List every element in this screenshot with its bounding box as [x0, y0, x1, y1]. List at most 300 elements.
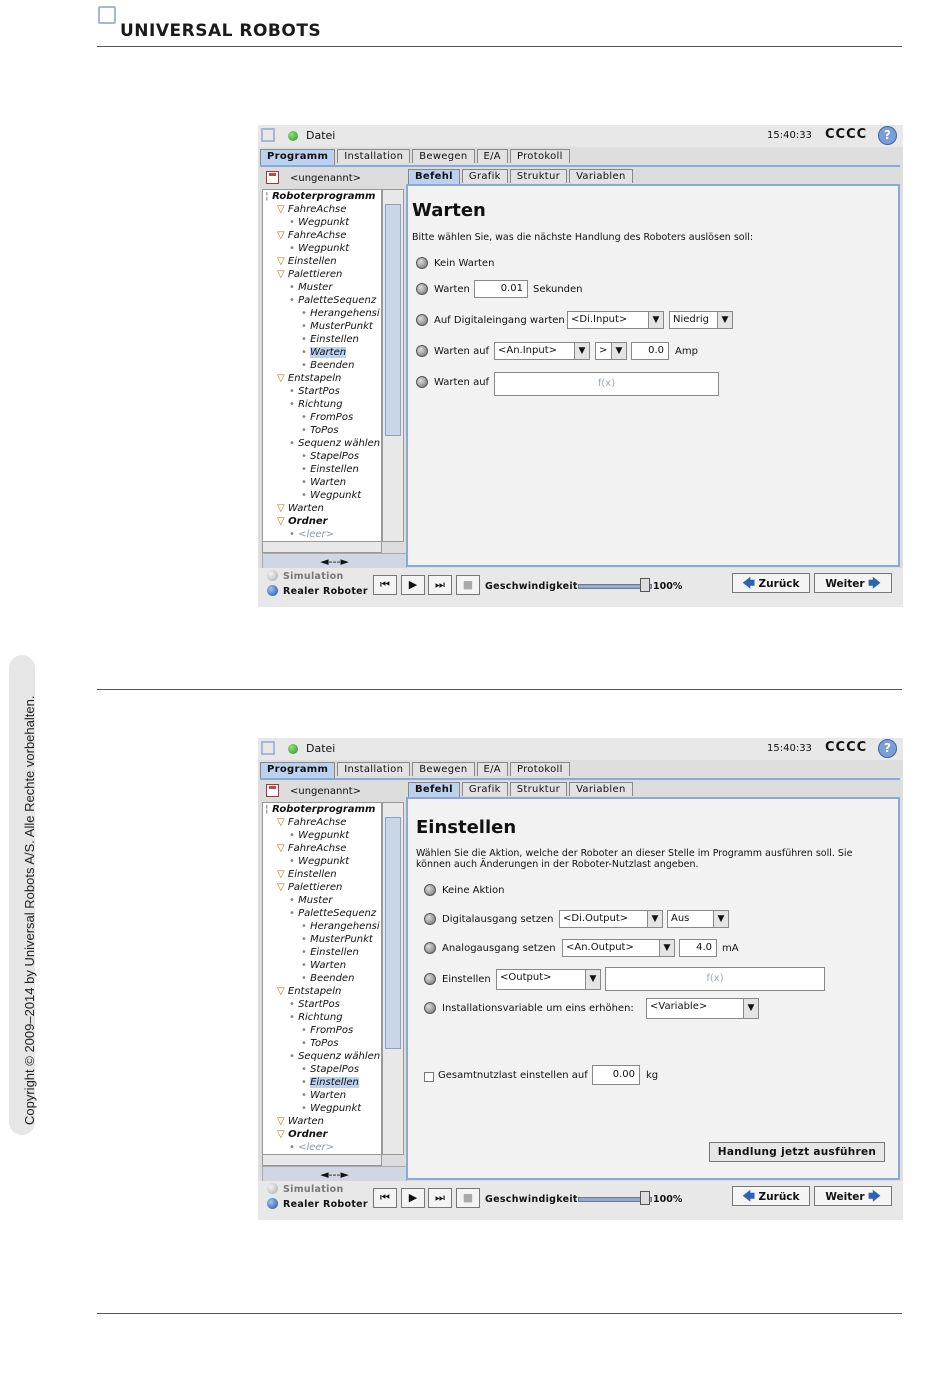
digital-output-select[interactable]: [559, 910, 663, 928]
tree-node-label: <leer>: [298, 1142, 335, 1153]
tree-node-label: Palettieren: [287, 882, 343, 893]
scroll-thumb[interactable]: [385, 817, 401, 1049]
tree-node-icon: •: [289, 399, 299, 410]
tree-node-label: Roboterprogramm: [272, 191, 376, 202]
tree-node-icon: ▽: [277, 204, 288, 215]
simulation-radio[interactable]: [267, 570, 278, 581]
tree-node[interactable]: [289, 217, 349, 229]
tree-node[interactable]: [277, 230, 346, 242]
bottom-bar: [258, 568, 903, 607]
save-icon[interactable]: [266, 171, 279, 184]
radio-analogeingang[interactable]: [416, 345, 428, 357]
move-node-arrows[interactable]: ◄---►: [262, 1166, 407, 1184]
save-icon[interactable]: [266, 784, 279, 797]
tree-node[interactable]: [301, 1103, 361, 1115]
tree-node-label: Muster: [298, 895, 333, 906]
command-panel: [406, 167, 901, 567]
tab-installation[interactable]: Installation: [337, 149, 410, 163]
scroll-thumb[interactable]: [385, 204, 401, 436]
tree-node[interactable]: [301, 451, 359, 463]
tree-node-label: Warten: [287, 503, 324, 514]
tree-node[interactable]: [277, 204, 346, 216]
tree-node-icon: •: [301, 1038, 311, 1049]
tree-node-label: Einstellen: [287, 869, 337, 880]
ur-logo-icon: [261, 741, 275, 755]
tree-node-label: Einstellen: [310, 1077, 359, 1088]
tree-node-label: FahreAchse: [287, 817, 347, 828]
back-label: Zurück: [758, 1191, 800, 1203]
tree-node[interactable]: [277, 817, 346, 829]
tree-node-icon: ▽: [277, 1129, 289, 1140]
tree-node-icon: •: [301, 1025, 311, 1036]
ur-logo-icon: [98, 6, 116, 24]
digital-level-value: Niedrig: [673, 314, 709, 325]
tree-node[interactable]: [289, 282, 332, 294]
tree-node-label: FahreAchse: [287, 230, 347, 241]
digital-state-value: Aus: [671, 913, 690, 924]
speed-label: Geschwindigkeit: [485, 581, 578, 592]
label-digitalausgang: Digitalausgang setzen: [442, 914, 554, 925]
tree-node-label: Wegpunkt: [310, 1103, 362, 1114]
wait-seconds-input[interactable]: 0.01: [474, 280, 528, 298]
tab-bewegen[interactable]: Bewegen: [412, 762, 474, 776]
play-button[interactable]: ▶: [401, 575, 425, 595]
tree-node-icon: •: [301, 1064, 311, 1075]
radio-warten-zeit[interactable]: [416, 283, 428, 295]
tree-node[interactable]: [277, 373, 341, 385]
main-tabs: [260, 149, 572, 165]
rewind-button[interactable]: ⏮: [373, 1188, 397, 1208]
label-warten: Warten: [434, 284, 470, 295]
tree-node-label: FromPos: [310, 412, 354, 423]
next-button[interactable]: [814, 573, 892, 593]
tree-node-label: <leer>: [298, 529, 335, 540]
tree-node-label: Einstellen: [287, 256, 337, 267]
tab-befehl[interactable]: Befehl: [408, 169, 460, 185]
chevron-down-icon: ▼: [659, 940, 674, 956]
tree-node[interactable]: [289, 243, 349, 255]
radio-digitalausgang[interactable]: [424, 913, 436, 925]
simulation-label: Simulation: [283, 571, 344, 582]
tree-node-label: Beenden: [310, 360, 355, 371]
radio-kein-warten[interactable]: [416, 257, 428, 269]
copyright-text: Copyright © 2009–2014 by Universal Robots A/S. Alle Rechte vorbehalten.: [22, 695, 37, 1125]
expression-input[interactable]: f(x): [494, 372, 719, 396]
header-divider: [97, 46, 902, 47]
tree-node-icon: •: [301, 921, 311, 932]
tree-node-icon: •: [301, 360, 311, 371]
tree-node-icon: ▽: [277, 516, 289, 527]
rewind-button[interactable]: ⏮: [373, 575, 397, 595]
tree-node-label: PaletteSequenz: [298, 295, 377, 306]
help-icon[interactable]: ?: [878, 126, 897, 145]
ur-logo-icon: [261, 128, 275, 142]
tree-node-label: Sequenz wählen: [298, 438, 381, 449]
tab-struktur[interactable]: Struktur: [510, 169, 567, 183]
tree-node[interactable]: [301, 1090, 346, 1102]
tree-node[interactable]: [301, 1038, 338, 1050]
real-robot-radio[interactable]: [267, 585, 278, 596]
tree-node-icon: •: [301, 412, 311, 423]
tree-node-label: Wegpunkt: [298, 830, 350, 841]
tree-node-label: StartPos: [298, 386, 340, 397]
footer-divider: [97, 1313, 902, 1314]
tree-node-label: MusterPunkt: [310, 934, 373, 945]
step-button[interactable]: ⏭: [428, 1188, 452, 1208]
tree-node-icon: ▽: [277, 373, 288, 384]
tree-node-label: FromPos: [310, 1025, 354, 1036]
tree-node[interactable]: [301, 464, 359, 476]
tree-node[interactable]: [301, 360, 354, 372]
tree-node-icon: ▽: [277, 869, 288, 880]
tab-ea[interactable]: E/A: [477, 762, 508, 776]
status-light-icon: [288, 744, 298, 754]
speed-label: Geschwindigkeit: [485, 1194, 578, 1205]
tree-node[interactable]: [277, 843, 346, 855]
tree-node-icon: ▽: [277, 256, 288, 267]
chevron-down-icon: ▼: [713, 911, 728, 927]
tree-node-label: Muster: [298, 282, 333, 293]
tree-node-label: Beenden: [310, 973, 355, 984]
tree-node-icon: •: [301, 451, 311, 462]
tree-node-label: Ordner: [288, 1129, 328, 1140]
tab-protokoll[interactable]: Protokoll: [510, 762, 570, 776]
tree-node-label: FahreAchse: [287, 204, 347, 215]
tree-node-icon: •: [301, 321, 311, 332]
description: Bitte wählen Sie, was die nächste Handlung des Roboters auslösen soll:: [412, 232, 754, 243]
tree-node[interactable]: [301, 308, 380, 320]
tree-vertical-scrollbar[interactable]: [382, 802, 404, 1155]
tree-node-label: PaletteSequenz: [298, 908, 377, 919]
stop-button[interactable]: ■: [456, 575, 480, 595]
tree-node-label: Einstellen: [310, 464, 359, 475]
tree-node[interactable]: [289, 895, 332, 907]
set-expression-input[interactable]: f(x): [605, 967, 825, 991]
next-label: Weiter: [825, 578, 865, 590]
program-tree[interactable]: [262, 802, 382, 1155]
tab-variablen[interactable]: Variablen: [569, 169, 633, 183]
tree-node-label: Wegpunkt: [298, 856, 350, 867]
tree-node[interactable]: [265, 191, 375, 203]
variable-select[interactable]: [646, 998, 759, 1019]
description-line-1: Wählen Sie die Aktion, welche der Roboter an dieser Stelle im Programm ausführen soll. Sie: [416, 848, 853, 859]
tree-node-label: Einstellen: [310, 334, 359, 345]
tree-node[interactable]: [301, 934, 373, 946]
tree-node[interactable]: [301, 321, 373, 333]
tree-node-icon: •: [289, 217, 299, 228]
tree-node-label: Warten: [310, 477, 347, 488]
speed-value: 100%: [653, 1194, 683, 1205]
tab-befehl[interactable]: Befehl: [408, 782, 460, 798]
tree-node[interactable]: [301, 1077, 359, 1089]
tree-node-label: StapelPos: [310, 451, 360, 462]
tree-node[interactable]: [289, 386, 340, 398]
back-button[interactable]: [732, 1186, 810, 1206]
analog-output-value: <An.Output>: [566, 942, 634, 953]
program-tree[interactable]: [262, 189, 382, 542]
label-einstellen: Einstellen: [442, 974, 491, 985]
tree-node[interactable]: [301, 425, 338, 437]
tree-node-label: ToPos: [310, 425, 339, 436]
tree-node[interactable]: [265, 804, 375, 816]
section-divider: [97, 689, 902, 690]
label-kein-warten: Kein Warten: [434, 258, 495, 269]
command-content: [406, 797, 900, 1180]
tab-programm[interactable]: Programm: [260, 149, 335, 165]
tree-node[interactable]: [277, 1116, 324, 1128]
analog-output-select[interactable]: [562, 939, 675, 957]
tree-node-label: Richtung: [298, 1012, 343, 1023]
tree-node-label: ToPos: [310, 1038, 339, 1049]
radio-keine-aktion[interactable]: [424, 884, 436, 896]
analog-value-input[interactable]: 0.0: [631, 342, 669, 360]
label-warten-auf-ausdruck: Warten auf: [434, 377, 490, 388]
tree-node[interactable]: [289, 529, 334, 541]
radio-ausdruck[interactable]: [416, 376, 428, 388]
tree-node[interactable]: [289, 1051, 380, 1063]
chevron-down-icon: ▼: [611, 343, 626, 359]
tree-node[interactable]: [289, 1012, 343, 1024]
sub-tabs: [408, 169, 635, 185]
tree-node-icon: ▽: [277, 843, 288, 854]
arrow-right-icon: 🡆: [868, 1189, 881, 1203]
tree-node-icon: •: [289, 438, 299, 449]
tab-struktur[interactable]: Struktur: [510, 782, 567, 796]
tree-node-icon: ▽: [277, 503, 288, 514]
tree-node-icon: •: [289, 1051, 299, 1062]
tree-node-label: Wegpunkt: [310, 490, 362, 501]
label-keine-aktion: Keine Aktion: [442, 885, 505, 896]
tree-node-label: Richtung: [298, 399, 343, 410]
tab-variablen[interactable]: Variablen: [569, 782, 633, 796]
tree-node-label: Warten: [310, 1090, 347, 1101]
status-light-icon: [288, 131, 298, 141]
tab-grafik[interactable]: Grafik: [462, 169, 508, 183]
main-tabs: [260, 762, 572, 778]
next-button[interactable]: [814, 1186, 892, 1206]
payload-input[interactable]: 0.00: [592, 1065, 640, 1085]
seconds-unit: Sekunden: [533, 284, 583, 295]
tree-node[interactable]: [301, 412, 353, 424]
tree-node-icon: •: [301, 464, 311, 475]
tree-node[interactable]: [301, 1025, 353, 1037]
tree-node-icon: •: [301, 490, 311, 501]
tab-grafik[interactable]: Grafik: [462, 782, 508, 796]
tree-node[interactable]: [277, 516, 328, 528]
tree-node[interactable]: [289, 908, 376, 920]
tree-node-icon: •: [289, 830, 299, 841]
tab-ea[interactable]: E/A: [477, 149, 508, 163]
radio-einstellen[interactable]: [424, 973, 436, 985]
tree-node[interactable]: [301, 1064, 359, 1076]
radio-installationsvariable[interactable]: [424, 1002, 436, 1014]
screenshot-einstellen: [258, 738, 903, 1220]
tree-node[interactable]: [289, 438, 380, 450]
label-digitaleingang: Auf Digitaleingang warten: [434, 315, 565, 326]
analog-output-unit: mA: [722, 943, 739, 954]
chevron-down-icon: ▼: [717, 312, 732, 328]
label-installationsvariable: Installationsvariable um eins erhöhen:: [442, 1003, 634, 1014]
tree-node-icon: •: [289, 1012, 299, 1023]
tree-node[interactable]: [301, 490, 361, 502]
tab-programm[interactable]: Programm: [260, 762, 335, 778]
tree-node[interactable]: [277, 1129, 328, 1141]
speed-slider-knob[interactable]: [640, 1191, 650, 1205]
real-robot-radio[interactable]: [267, 1198, 278, 1209]
bottom-bar: [258, 1181, 903, 1220]
tree-node-icon: •: [301, 934, 311, 945]
file-menu[interactable]: Datei: [306, 129, 336, 142]
description-line-2: können auch Änderungen in der Roboter-Nutzlast angeben.: [416, 859, 699, 870]
tree-node[interactable]: [301, 477, 346, 489]
tree-node[interactable]: [277, 986, 341, 998]
back-button[interactable]: [732, 573, 810, 593]
real-robot-label: Realer Roboter: [283, 1199, 368, 1210]
chevron-down-icon: ▼: [648, 312, 663, 328]
program-name: <ungenannt>: [290, 173, 361, 184]
play-button[interactable]: ▶: [401, 1188, 425, 1208]
program-name: <ungenannt>: [290, 786, 361, 797]
tree-node[interactable]: [277, 269, 342, 281]
tree-node[interactable]: [301, 973, 354, 985]
chevron-down-icon: ▼: [743, 999, 758, 1018]
speed-value: 100%: [653, 581, 683, 592]
tree-node[interactable]: [277, 256, 337, 268]
output-select[interactable]: [496, 969, 601, 990]
tree-node-icon: ▽: [277, 269, 288, 280]
tree-horizontal-scrollbar[interactable]: [262, 1154, 382, 1166]
clock: 15:40:33: [767, 130, 812, 141]
tree-node-icon: •: [301, 1103, 311, 1114]
label-analogausgang: Analogausgang setzen: [442, 943, 556, 954]
tree-node-label: Herangehensi: [310, 921, 380, 932]
tree-node-icon: ▽: [277, 230, 288, 241]
tree-node-icon: ▽: [277, 986, 288, 997]
page-title: Warten: [412, 200, 486, 221]
tree-node-label: Warten: [310, 960, 347, 971]
tree-node[interactable]: [277, 882, 342, 894]
tree-node-label: Palettieren: [287, 269, 343, 280]
help-icon[interactable]: ?: [878, 739, 897, 758]
comparison-select[interactable]: [595, 342, 627, 360]
simulation-radio[interactable]: [267, 1183, 278, 1194]
tree-node-icon: •: [289, 529, 299, 540]
tab-installation[interactable]: Installation: [337, 762, 410, 776]
analog-input-value: <An.Input>: [498, 345, 558, 356]
tree-node-label: FahreAchse: [287, 843, 347, 854]
label-gesamtnutzlast: Gesamtnutzlast einstellen auf: [438, 1070, 588, 1081]
tree-node-icon: •: [301, 425, 311, 436]
tree-node-label: Entstapeln: [287, 986, 342, 997]
tree-node-icon: •: [301, 1090, 311, 1101]
speed-slider-knob[interactable]: [640, 578, 650, 592]
tree-node-icon: •: [289, 1142, 299, 1153]
move-node-arrows[interactable]: ◄---►: [262, 553, 407, 571]
simulation-label: Simulation: [283, 1184, 344, 1195]
tree-node-label: Entstapeln: [287, 373, 342, 384]
chevron-down-icon: ▼: [647, 911, 662, 927]
tree-node-label: Warten: [287, 1116, 324, 1127]
program-tree-panel: [260, 167, 405, 567]
tree-node-icon: •: [301, 347, 311, 358]
payload-checkbox[interactable]: [424, 1072, 434, 1082]
clock: 15:40:33: [767, 743, 812, 754]
variable-value: <Variable>: [650, 1001, 708, 1012]
digital-input-value: <Di.Input>: [571, 314, 628, 325]
radio-digitaleingang[interactable]: [416, 314, 428, 326]
analog-output-input[interactable]: 4.0: [679, 939, 717, 957]
copyright-badge: [9, 655, 35, 1135]
tree-node[interactable]: [301, 947, 359, 959]
tree-node[interactable]: [289, 399, 343, 411]
tree-node[interactable]: [301, 921, 380, 933]
real-robot-label: Realer Roboter: [283, 586, 368, 597]
analog-input-select[interactable]: [494, 342, 590, 360]
tree-node[interactable]: [289, 999, 340, 1011]
tree-node-label: Sequenz wählen: [298, 1051, 381, 1062]
tree-node-icon: •: [289, 999, 299, 1010]
tree-vertical-scrollbar[interactable]: [382, 189, 404, 542]
tree-node-icon: •: [289, 295, 299, 306]
file-menu[interactable]: Datei: [306, 742, 336, 755]
tree-node-icon: •: [289, 908, 299, 919]
tree-node-icon: •: [289, 856, 299, 867]
label-warten-auf-analog: Warten auf: [434, 346, 490, 357]
tree-node-label: Warten: [310, 347, 347, 358]
tree-node[interactable]: [289, 1142, 334, 1154]
output-value: <Output>: [500, 972, 552, 983]
screenshot-warten: [258, 125, 903, 607]
tab-protokoll[interactable]: Protokoll: [510, 149, 570, 163]
tab-bewegen[interactable]: Bewegen: [412, 149, 474, 163]
top-bar: [258, 125, 903, 147]
tree-node[interactable]: [301, 347, 346, 359]
tree-node-icon: ¦: [265, 191, 273, 202]
tree-node-icon: •: [301, 960, 311, 971]
command-content: [406, 184, 900, 567]
tree-node[interactable]: [301, 960, 346, 972]
tree-node[interactable]: [289, 856, 349, 868]
tree-node[interactable]: [277, 869, 337, 881]
tree-node-icon: •: [301, 334, 311, 345]
tree-node-label: Herangehensi: [310, 308, 380, 319]
execute-action-button[interactable]: Handlung jetzt ausführen: [709, 1142, 885, 1162]
tree-node-label: Wegpunkt: [298, 217, 350, 228]
tree-node[interactable]: [277, 503, 324, 515]
program-tree-panel: [260, 780, 405, 1180]
step-button[interactable]: ⏭: [428, 575, 452, 595]
robot-name: CCCC: [825, 127, 868, 142]
digital-state-select[interactable]: [667, 910, 729, 928]
radio-analogausgang[interactable]: [424, 942, 436, 954]
robot-name: CCCC: [825, 740, 868, 755]
tree-node[interactable]: [289, 295, 376, 307]
tree-node-icon: ¦: [265, 804, 273, 815]
tree-horizontal-scrollbar[interactable]: [262, 541, 382, 553]
stop-button[interactable]: ■: [456, 1188, 480, 1208]
tree-node[interactable]: [289, 830, 349, 842]
tree-node-label: Roboterprogramm: [272, 804, 376, 815]
sub-tabs: [408, 782, 635, 798]
digital-input-select[interactable]: [567, 311, 664, 329]
tree-node-label: MusterPunkt: [310, 321, 373, 332]
digital-level-select[interactable]: [669, 311, 733, 329]
tree-node-icon: •: [301, 973, 311, 984]
payload-unit: kg: [646, 1070, 659, 1081]
chevron-down-icon: ▼: [574, 343, 589, 359]
tree-node[interactable]: [301, 334, 359, 346]
tree-node-icon: ▽: [277, 1116, 288, 1127]
